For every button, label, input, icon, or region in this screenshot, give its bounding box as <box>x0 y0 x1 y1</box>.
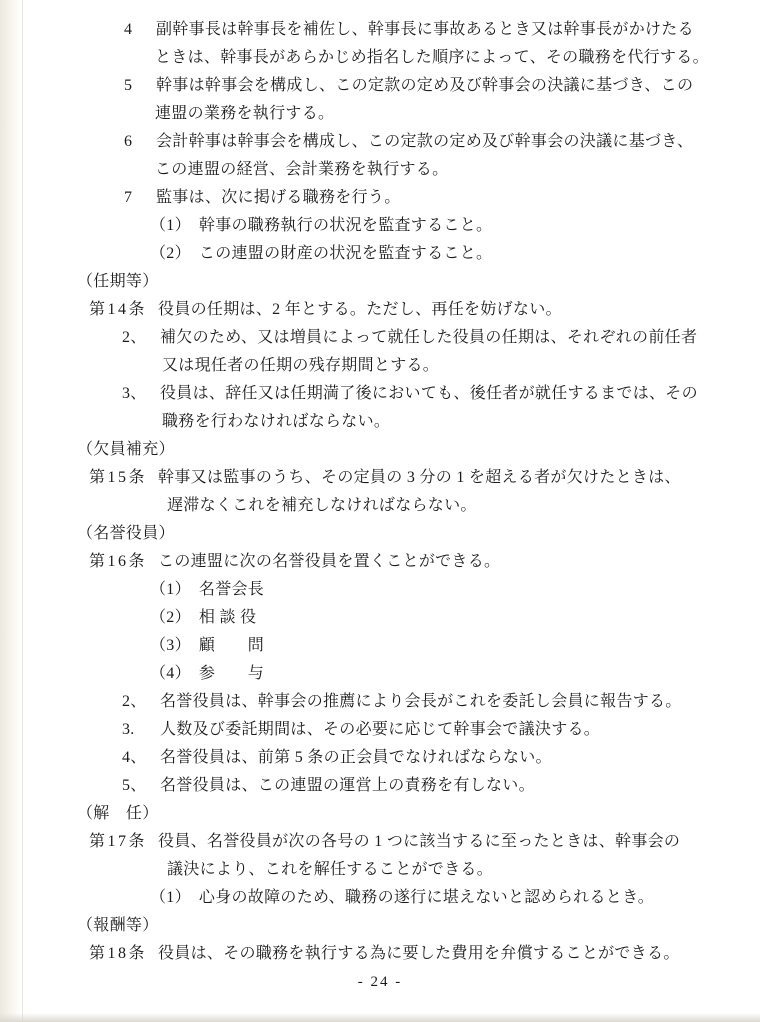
line-text: 相 談 役 <box>198 609 257 626</box>
section-heading <box>0 436 760 464</box>
section-heading <box>0 520 760 548</box>
line-text: 役員の任期は、2 年とする。ただし、再任を妨げない。 <box>158 301 562 318</box>
sub-item-marker: （2） <box>150 609 191 626</box>
article-16-line <box>0 548 760 576</box>
paragraph-number: 3. <box>122 721 135 738</box>
item-number: 7 <box>124 189 133 206</box>
line-text: 名誉役員は、前第 5 条の正会員でなければならない。 <box>160 749 552 766</box>
paragraph-continuation <box>0 352 760 380</box>
line-text: 又は現任者の任期の残存期間とする。 <box>162 357 440 374</box>
heading-text: （報酬等） <box>77 917 159 934</box>
line-text: 役員、名誉役員が次の各号の 1 つに該当するに至ったときは、幹事会の <box>158 833 681 850</box>
paragraph-number: 4、 <box>122 749 147 766</box>
line-text: 副幹事長は幹事長を補佐し、幹事長に事故あるとき又は幹事長がかけたる <box>156 21 694 38</box>
line-text: 顧 問 <box>198 637 265 654</box>
paragraph-number: 3、 <box>122 385 147 402</box>
paragraph-line <box>0 716 760 744</box>
line-text: 議決により、これを解任することができる。 <box>167 861 494 878</box>
paragraph-line <box>0 772 760 800</box>
scan-edge-bottom <box>0 1013 760 1022</box>
line-text: 役員は、その職務を執行する為に要した費用を弁償することができる。 <box>158 945 680 962</box>
paragraph-line <box>0 744 760 772</box>
paragraph-line <box>0 324 760 352</box>
item-6-continuation <box>0 156 760 184</box>
line-text: 幹事の職務執行の状況を監査すること。 <box>198 217 493 234</box>
section-heading <box>0 800 760 828</box>
sub-item-marker: （1） <box>150 581 191 598</box>
paragraph-line <box>0 380 760 408</box>
item-4-line <box>0 16 760 44</box>
line-text: 名誉役員は、この連盟の運営上の責務を有しない。 <box>160 777 535 794</box>
article-continuation <box>0 492 760 520</box>
line-text: 人数及び委託期間は、その必要に応じて幹事会で議決する。 <box>160 721 601 738</box>
item-7-line <box>0 184 760 212</box>
item-number: 6 <box>124 133 133 150</box>
line-text: 幹事又は監事のうち、その定員の 3 分の 1 を超える者が欠けたときは、 <box>158 469 681 486</box>
line-text: 補欠のため、又は増員によって就任した役員の任期は、それぞれの前任者 <box>160 329 698 346</box>
document-body <box>0 16 760 968</box>
line-text: 遅滞なくこれを補充しなければならない。 <box>167 497 477 514</box>
line-text: 監事は、次に掲げる職務を行う。 <box>156 189 401 206</box>
line-text: 役員は、辞任又は任期満了後においても、後任者が就任するまでは、その <box>160 385 698 402</box>
line-text: 職務を行わなければならない。 <box>162 413 391 430</box>
paragraph-continuation <box>0 408 760 436</box>
heading-text: （名誉役員） <box>77 525 175 542</box>
article-18-line <box>0 940 760 968</box>
item-number: 4 <box>124 21 133 38</box>
line-text: 名誉会長 <box>198 581 265 598</box>
article-number: 第18条 <box>89 945 148 962</box>
paragraph-number: 5、 <box>122 777 147 794</box>
line-text: ときは、幹事長があらかじめ指名した順序によって、その職務を代行する。 <box>155 49 709 66</box>
heading-text: （欠員補充） <box>77 441 175 458</box>
article-17-line <box>0 828 760 856</box>
line-text: 会計幹事は幹事会を構成し、この定款の定め及び幹事会の決議に基づき、 <box>156 133 694 150</box>
article-number: 第14条 <box>89 301 148 318</box>
line-text: この連盟の財産の状況を監査すること。 <box>198 245 493 262</box>
sub-item-marker: （3） <box>150 637 191 654</box>
article-15-line <box>0 464 760 492</box>
page-number: - 24 - <box>357 974 403 990</box>
honorary-list-item <box>0 576 760 604</box>
article-continuation <box>0 856 760 884</box>
heading-text: （任期等） <box>77 273 159 290</box>
line-text: 名誉役員は、幹事会の推薦により会長がこれを委託し会員に報告する。 <box>160 693 682 710</box>
line-text: 心身の故障のため、職務の遂行に堪えないと認められるとき。 <box>198 889 655 906</box>
line-text: 幹事は幹事会を構成し、この定款の定め及び幹事会の決議に基づき、この <box>156 77 694 94</box>
line-text: この連盟に次の名誉役員を置くことができる。 <box>158 553 501 570</box>
item-5-continuation <box>0 100 760 128</box>
line-text: 参 与 <box>198 665 265 682</box>
item-4-continuation <box>0 44 760 72</box>
honorary-list-item <box>0 632 760 660</box>
section-heading <box>0 268 760 296</box>
article-number: 第17条 <box>89 833 148 850</box>
honorary-list-item <box>0 660 760 688</box>
paragraph-number: 2、 <box>122 693 147 710</box>
item-6-line <box>0 128 760 156</box>
item-number: 5 <box>124 77 133 94</box>
section-heading <box>0 912 760 940</box>
article-number: 第16条 <box>89 553 148 570</box>
sub-item-line <box>0 884 760 912</box>
article-number: 第15条 <box>89 469 148 486</box>
honorary-list-item <box>0 604 760 632</box>
sub-item-marker: （1） <box>150 217 191 234</box>
sub-item-marker: （1） <box>150 889 191 906</box>
article-14-line <box>0 296 760 324</box>
sub-item-line <box>0 240 760 268</box>
line-text: 連盟の業務を執行する。 <box>155 105 335 122</box>
paragraph-line <box>0 688 760 716</box>
sub-item-marker: （4） <box>150 665 191 682</box>
line-text: この連盟の経営、会計業務を執行する。 <box>155 161 449 178</box>
heading-text: （解 任） <box>77 805 159 822</box>
paragraph-number: 2、 <box>122 329 147 346</box>
item-5-line <box>0 72 760 100</box>
sub-item-line <box>0 212 760 240</box>
sub-item-marker: （2） <box>150 245 191 262</box>
